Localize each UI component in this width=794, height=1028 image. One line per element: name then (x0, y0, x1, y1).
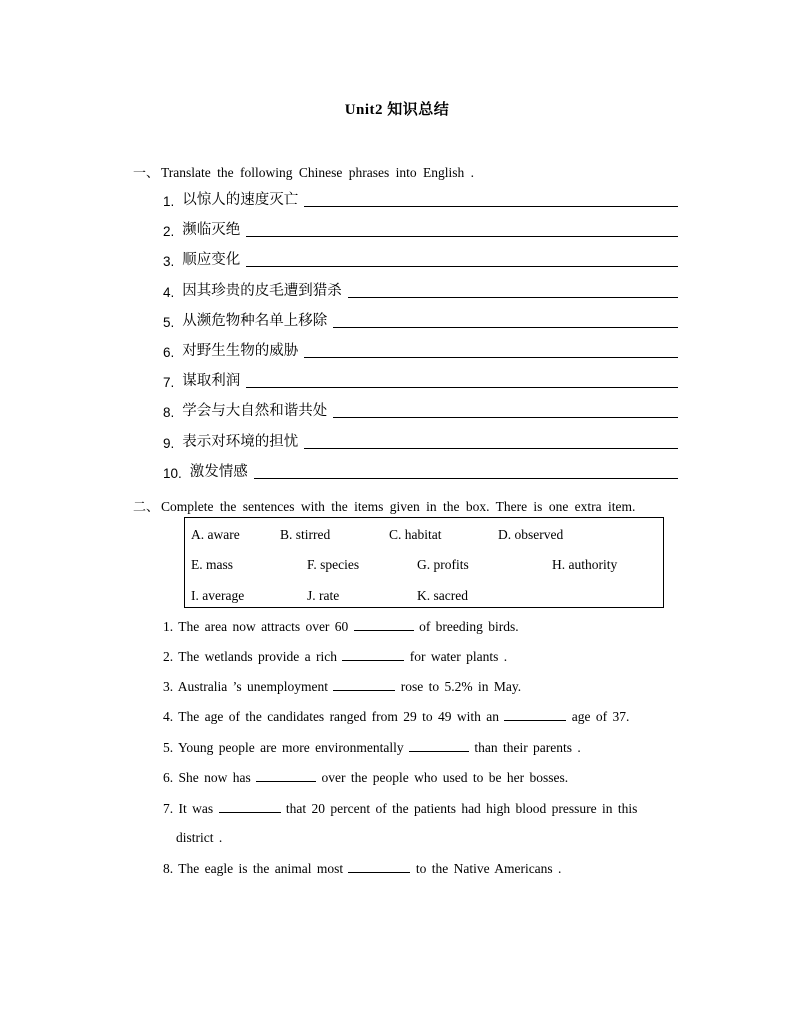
page-title: Unit2 知识总结 (344, 102, 450, 118)
sentence-4 (163, 708, 629, 725)
phrase-item-3 (163, 249, 678, 269)
answer-line[interactable] (246, 222, 678, 237)
phrase-item-7 (163, 370, 678, 390)
word-option: A. aware (191, 527, 240, 542)
sentence-text-after: over the people who used to be her bosses. (316, 770, 569, 785)
section-2-instruction: Complete the sentences with the items given in the box. There is one extra item. (161, 499, 636, 514)
answer-blank[interactable] (348, 860, 410, 873)
word-option: C. habitat (389, 527, 442, 542)
sentence-text-after: age of 37. (566, 709, 630, 724)
phrase-number: 7. (163, 375, 175, 390)
word-option: J. rate (307, 588, 340, 603)
sentence-text-after: that 20 percent of the patients had high blood pressure in this (280, 801, 638, 816)
phrase-item-9 (163, 431, 678, 451)
sentence-text-before: 6. She now has (163, 770, 257, 785)
sentence-text-after: than their parents . (468, 740, 581, 755)
answer-line[interactable] (304, 192, 678, 207)
phrase-text: 以惊人的速度灭亡 (182, 192, 299, 208)
answer-blank[interactable] (354, 618, 414, 631)
word-option: F. species (307, 557, 360, 572)
sentence-text-before: 1. The area now attracts over 60 (163, 619, 354, 634)
sentence-text-before: 3. Australia ’s unemployment (163, 679, 334, 694)
sentence-text-after: rose to 5.2% in May. (395, 679, 522, 694)
section-1-instruction: Translate the following Chinese phrases into English . (161, 165, 474, 180)
phrase-number: 6. (163, 345, 175, 360)
phrase-number: 1. (163, 194, 175, 209)
sentence-text-after: for water plants . (404, 649, 508, 664)
phrase-number: 8. (163, 405, 175, 420)
phrase-item-5 (163, 310, 678, 330)
answer-blank[interactable] (409, 739, 469, 752)
sentence-text-after: of breeding birds. (413, 619, 519, 634)
phrase-number: 3. (163, 254, 175, 269)
section-2-number: 二、 (133, 500, 160, 515)
answer-line[interactable] (246, 252, 678, 267)
answer-line[interactable] (333, 403, 678, 418)
sentence-7 (163, 800, 637, 817)
phrase-text: 濒临灭绝 (182, 222, 241, 238)
word-option: B. stirred (280, 527, 331, 542)
answer-blank[interactable] (342, 648, 404, 661)
phrase-number: 5. (163, 315, 175, 330)
sentence-text-before: 2. The wetlands provide a rich (163, 649, 343, 664)
phrase-item-6 (163, 340, 678, 360)
phrase-text: 对野生生物的威胁 (182, 343, 299, 359)
answer-line[interactable] (254, 464, 678, 479)
phrase-text: 学会与大自然和谐共处 (182, 403, 328, 419)
sentence-6 (163, 769, 568, 786)
phrase-number: 4. (163, 285, 175, 300)
answer-blank[interactable] (256, 769, 316, 782)
sentence-text-after: to the Native Americans . (410, 861, 562, 876)
phrase-text: 从濒危物种名单上移除 (182, 313, 328, 329)
sentence-8 (163, 860, 561, 877)
sentence-text-before: 4. The age of the candidates ranged from 29 to 49 with an (163, 709, 505, 724)
phrase-text: 谋取利润 (182, 373, 241, 389)
sentence-5 (163, 739, 581, 756)
section-1-number: 一、 (133, 166, 160, 181)
word-option: E. mass (191, 557, 233, 572)
section-2-heading (133, 496, 635, 515)
phrase-item-10 (163, 461, 678, 481)
section-1-heading (133, 162, 474, 181)
answer-blank[interactable] (333, 678, 395, 691)
sentence-2 (163, 648, 507, 665)
phrase-item-2 (163, 219, 678, 239)
phrase-item-1 (163, 189, 678, 209)
phrase-text: 激发情感 (189, 464, 248, 480)
word-option: K. sacred (417, 588, 468, 603)
answer-line[interactable] (304, 343, 678, 358)
phrase-number: 10. (163, 466, 182, 481)
sentence-7-continuation: district . (176, 830, 223, 845)
answer-line[interactable] (246, 373, 678, 388)
word-option: H. authority (552, 557, 618, 572)
phrase-text: 因其珍贵的皮毛遭到猎杀 (182, 283, 342, 299)
phrase-text: 顺应变化 (182, 252, 241, 268)
word-option: D. observed (498, 527, 564, 542)
sentence-text-before: 7. It was (163, 801, 219, 816)
sentence-text-before: 8. The eagle is the animal most (163, 861, 349, 876)
phrase-number: 9. (163, 436, 175, 451)
phrase-item-4 (163, 280, 678, 300)
phrase-item-8 (163, 400, 678, 420)
word-option: G. profits (417, 557, 469, 572)
answer-blank[interactable] (219, 800, 281, 813)
answer-line[interactable] (304, 434, 678, 449)
answer-line[interactable] (348, 283, 678, 298)
word-bank-box (184, 517, 664, 608)
word-option: I. average (191, 588, 245, 603)
phrase-text: 表示对环境的担忧 (182, 434, 299, 450)
answer-blank[interactable] (504, 708, 566, 721)
phrase-number: 2. (163, 224, 175, 239)
answer-line[interactable] (333, 313, 678, 328)
sentence-1 (163, 618, 519, 635)
sentence-text-before: 5. Young people are more environmentally (163, 740, 409, 755)
sentence-3 (163, 678, 521, 695)
